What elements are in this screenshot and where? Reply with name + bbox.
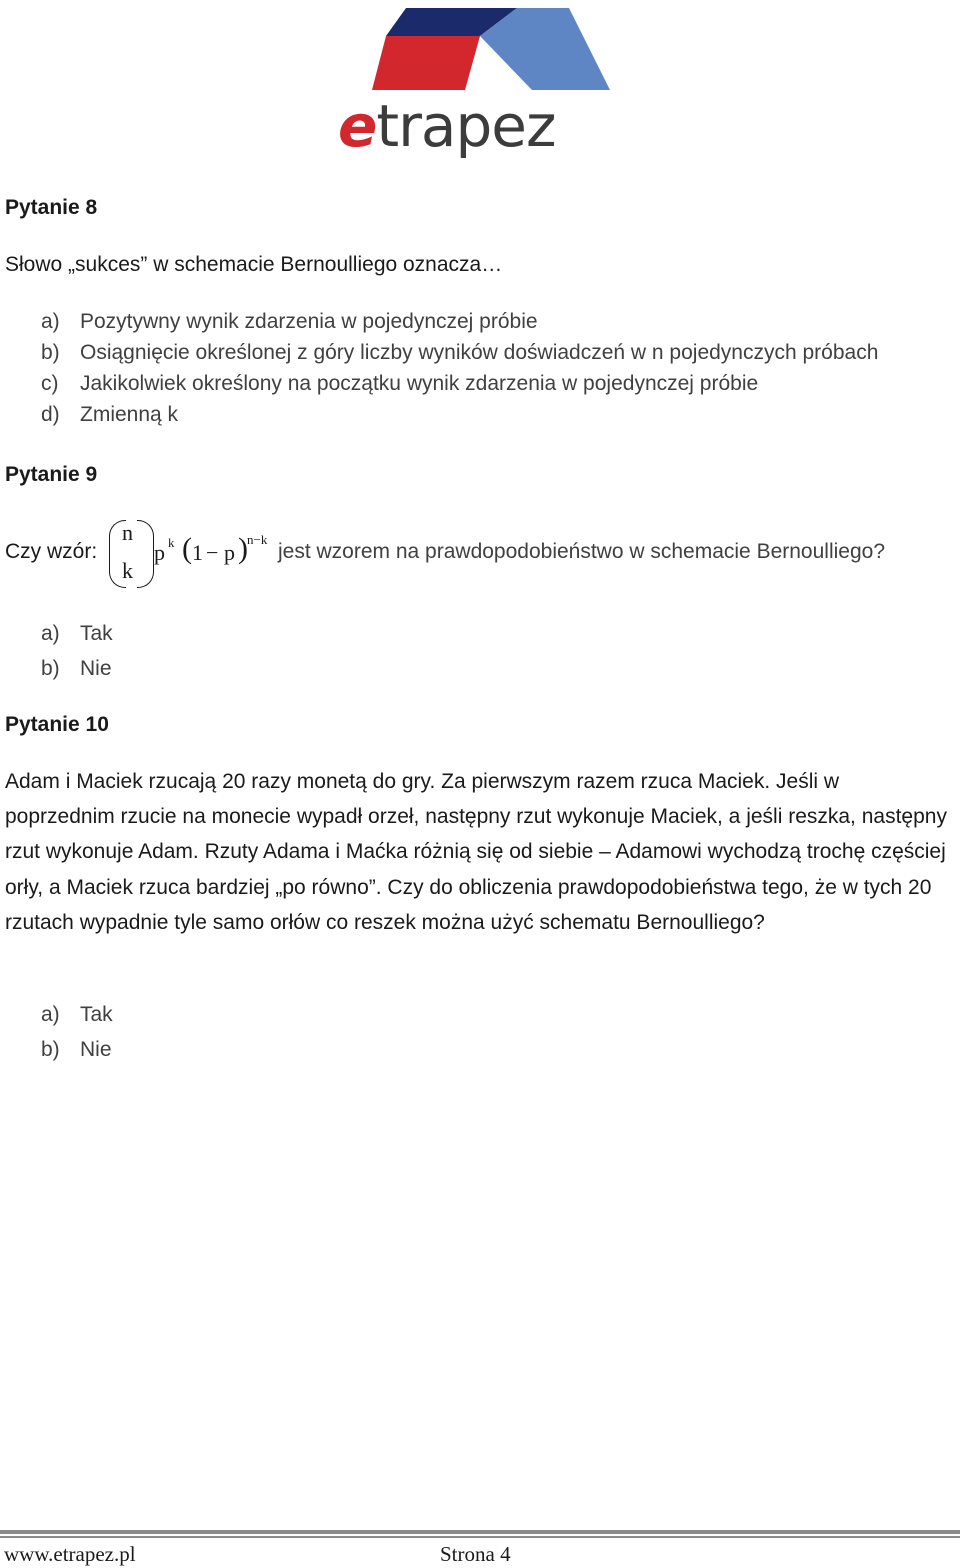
option-b: [0, 657, 960, 683]
question-8-prompt: Słowo „sukces” w schemacie Bernoulliego oznacza…: [5, 253, 503, 276]
option-text: Nie: [80, 657, 112, 680]
question-10-title: Pytanie 10: [5, 713, 109, 736]
logo-text-e: e: [338, 92, 377, 160]
formula-open-paren: (: [182, 532, 192, 565]
footer-page-number: Strona 4: [440, 1542, 511, 1566]
option-a: [0, 1003, 960, 1029]
footer-rule-thick: [0, 1530, 960, 1534]
logo-text-trapez: trapez: [376, 92, 556, 160]
bernoulli-formula: [105, 516, 277, 592]
option-text: Jakikolwiek określony na początku wynik zdarzenia w pojedynczej próbie: [80, 372, 759, 395]
option-text: Osiągnięcie określonej z góry liczby wyników doświadczeń w n pojedynczych próbach: [80, 341, 879, 364]
formula-one: 1: [192, 540, 203, 565]
footer-rule-thin: [0, 1536, 960, 1538]
option-b: [0, 1038, 960, 1064]
question-10-body: Adam i Maciek rzucają 20 razy monetą do gry. Za pierwszym razem rzuca Maciek. Jeśli w poprzednim rzucie na monecie wypadł orzeł, następny rzut wykonuje Maciek, a jeśli reszka, następny rzut wykonuje Adam. Rzuty Adama i Maćka różnią się od siebie – Adamowi wychodzą trochę częściej orły, a Maciek rzuca bardziej „po równo”. Czy do obliczenia prawdopodobieństwa tego, że w tych 20 rzutach wypadnie tyle samo orłów co reszek można użyć schematu Bernoulliego?: [5, 770, 947, 934]
option-letter: b): [41, 1038, 60, 1061]
option-letter: b): [41, 341, 60, 364]
question-8-title: Pytanie 8: [5, 196, 98, 219]
footer-site-link[interactable]: www.etrapez.pl: [4, 1542, 136, 1566]
option-a: [0, 310, 960, 336]
etrapez-logo: [330, 0, 630, 165]
option-text: Nie: [80, 1038, 112, 1061]
question-9-tail: jest wzorem na prawdopodobieństwo w schemacie Bernoulliego?: [278, 540, 886, 563]
option-letter: c): [41, 372, 59, 395]
binom-right-paren: [137, 520, 154, 588]
option-c: [0, 372, 960, 398]
binom-top: n: [122, 520, 133, 545]
option-letter: d): [41, 403, 60, 426]
option-text: Pozytywny wynik zdarzenia w pojedynczej próbie: [80, 310, 538, 333]
question-9-lead: Czy wzór:: [5, 540, 98, 563]
option-b: [0, 341, 960, 367]
option-text: Zmienną k: [80, 403, 179, 426]
option-d: [0, 403, 960, 429]
formula-exponent: n−k: [247, 532, 268, 547]
option-letter: a): [41, 1003, 60, 1026]
formula-base-exp: k: [168, 535, 175, 550]
formula-close-paren: ): [238, 532, 248, 565]
option-text: Tak: [80, 622, 113, 645]
question-9-title: Pytanie 9: [5, 463, 98, 486]
option-letter: a): [41, 622, 60, 645]
option-letter: b): [41, 657, 60, 680]
formula-p: p: [224, 540, 235, 565]
option-letter: a): [41, 310, 60, 333]
formula-base: p: [154, 540, 165, 565]
binom-bottom: k: [122, 558, 133, 583]
option-a: [0, 622, 960, 648]
option-text: Tak: [80, 1003, 113, 1026]
formula-minus: −: [206, 540, 219, 565]
